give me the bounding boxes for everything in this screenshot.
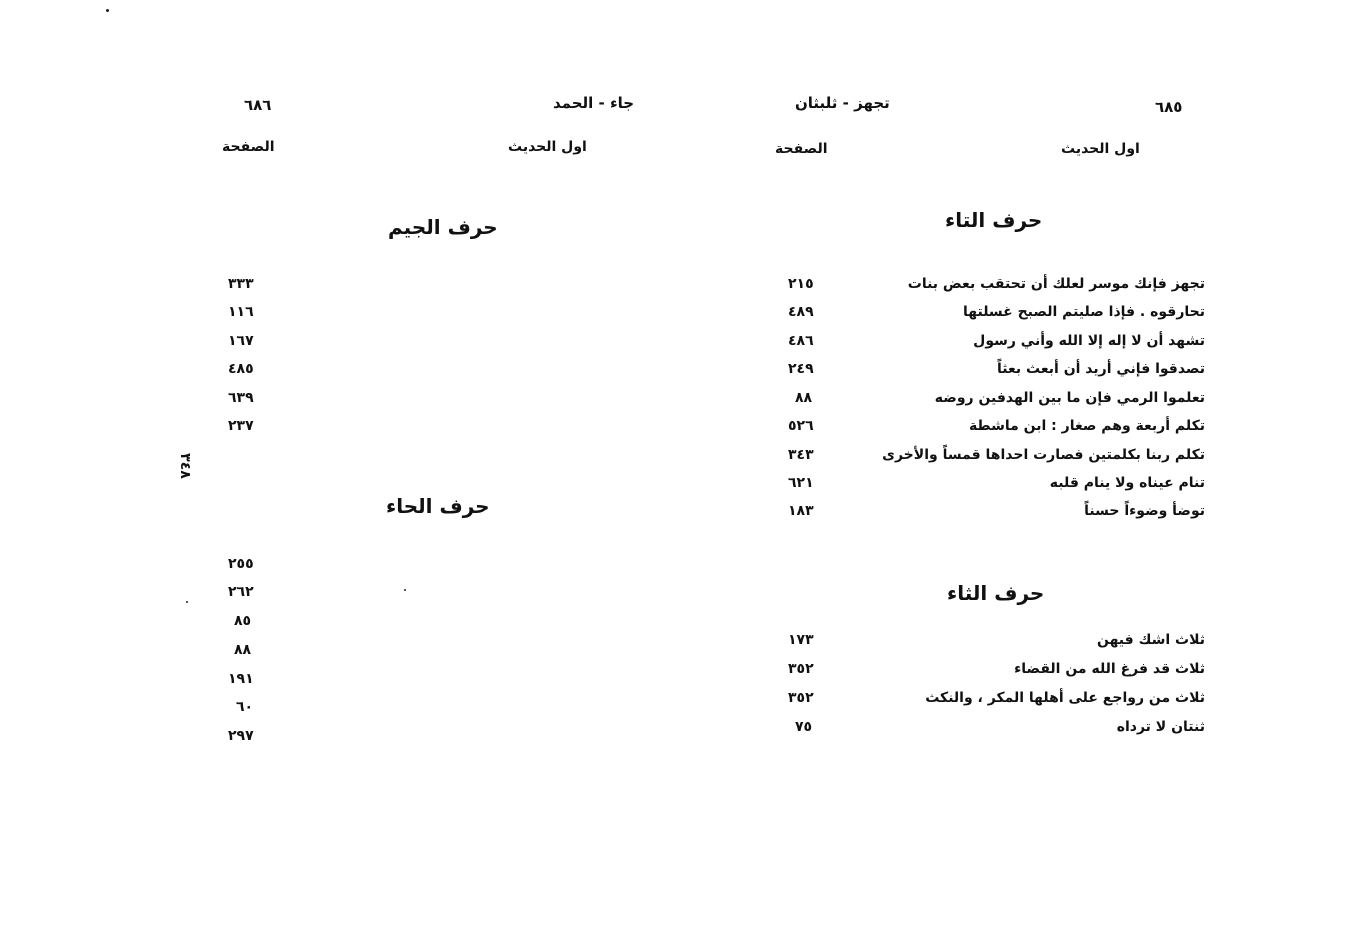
right-page [677, 0, 1354, 940]
scan-speck [106, 9, 109, 12]
entry-page: ٣٥٢ [788, 661, 814, 677]
entry-text: تحارقوه . فإذا صليتم الصبح غسلتها [962, 304, 1205, 320]
page-number: ٦٨٦ [244, 96, 272, 114]
scan-speck [186, 601, 188, 603]
running-title: تجهز - ثلبثان [795, 94, 890, 112]
margin-mark: ٣٤٨ [176, 453, 193, 479]
entry-page: ٦٢١ [788, 475, 814, 491]
entry-page: ١٨٣ [788, 503, 814, 519]
entry-page: ٧٥ [795, 719, 813, 735]
entry-page: ٤٨٩ [788, 304, 814, 320]
entry-page: ٢٥٥ [228, 556, 254, 572]
entry-page: ٤٨٥ [228, 361, 254, 377]
entry-text: تصدقوا فإني أريد أن أبعث بعثاً [997, 361, 1205, 377]
entry-text: تجهز فإنك موسر لعلك أن تحتقب بعض بنات [907, 276, 1205, 292]
page-number: ٦٨٥ [1155, 98, 1183, 116]
entry-text: تعلموا الرمي فإن ما بين الهدفين روضه [934, 390, 1205, 406]
entry-page: ١٦٧ [228, 333, 254, 349]
text-column-header: اول الحديث [1061, 141, 1140, 157]
text-column-header: اول الحديث [508, 139, 587, 155]
page-column-header: الصفحة [222, 139, 275, 155]
entry-page: ٦٣٩ [228, 390, 254, 406]
entry-page: ٨٨ [234, 642, 252, 658]
entry-text: تشهد أن لا إله إلا الله وأني رسول [973, 333, 1205, 349]
entry-text: ثلاث قد فرغ الله من القضاء [1014, 661, 1205, 677]
entry-text: ثلاث من رواجع على أهلها المكر ، والنكث [925, 690, 1205, 706]
entry-page: ٢٩٧ [228, 728, 254, 744]
entry-page: ٤٨٦ [788, 333, 814, 349]
entry-page: ٢١٥ [788, 276, 814, 292]
entry-text: ثلاث اشك فيهن [1096, 632, 1205, 648]
entry-page: ٣٣٣ [228, 276, 254, 292]
entry-page: ١١٦ [228, 304, 254, 320]
section-title: حرف الحاء [386, 494, 490, 518]
entry-page: ٦٠ [236, 699, 254, 715]
entry-page: ٢٣٧ [228, 418, 254, 434]
section-title: حرف الجيم [388, 215, 498, 239]
entry-page: ٢٦٢ [228, 584, 254, 600]
entry-text: توضأ وضوءاً حسناً [1084, 503, 1205, 519]
entry-page: ٨٥ [234, 613, 252, 629]
entry-page: ١٩١ [228, 671, 254, 687]
entry-text: تكلم ربنا بكلمتين فصارت احداها قمساً والأخرى [882, 447, 1205, 463]
entry-text: تكلم أربعة وهم صغار : ابن ماشطة [968, 418, 1205, 434]
running-title: جاء - الحمد [553, 94, 635, 112]
scan-speck [404, 589, 406, 591]
page-column-header: الصفحة [775, 141, 828, 157]
entry-page: ٢٤٩ [788, 361, 814, 377]
entry-text: تنام عيناه ولا ينام قلبه [1049, 475, 1205, 491]
entry-page: ٣٥٢ [788, 690, 814, 706]
entry-page: ٨٨ [795, 390, 813, 406]
section-title: حرف الثاء [947, 581, 1045, 605]
entry-page: ٣٤٣ [788, 447, 814, 463]
entry-text: ثنتان لا ترداه [1116, 719, 1205, 735]
section-title: حرف التاء [945, 208, 1043, 232]
entry-page: ١٧٣ [788, 632, 814, 648]
entry-page: ٥٢٦ [788, 418, 814, 434]
